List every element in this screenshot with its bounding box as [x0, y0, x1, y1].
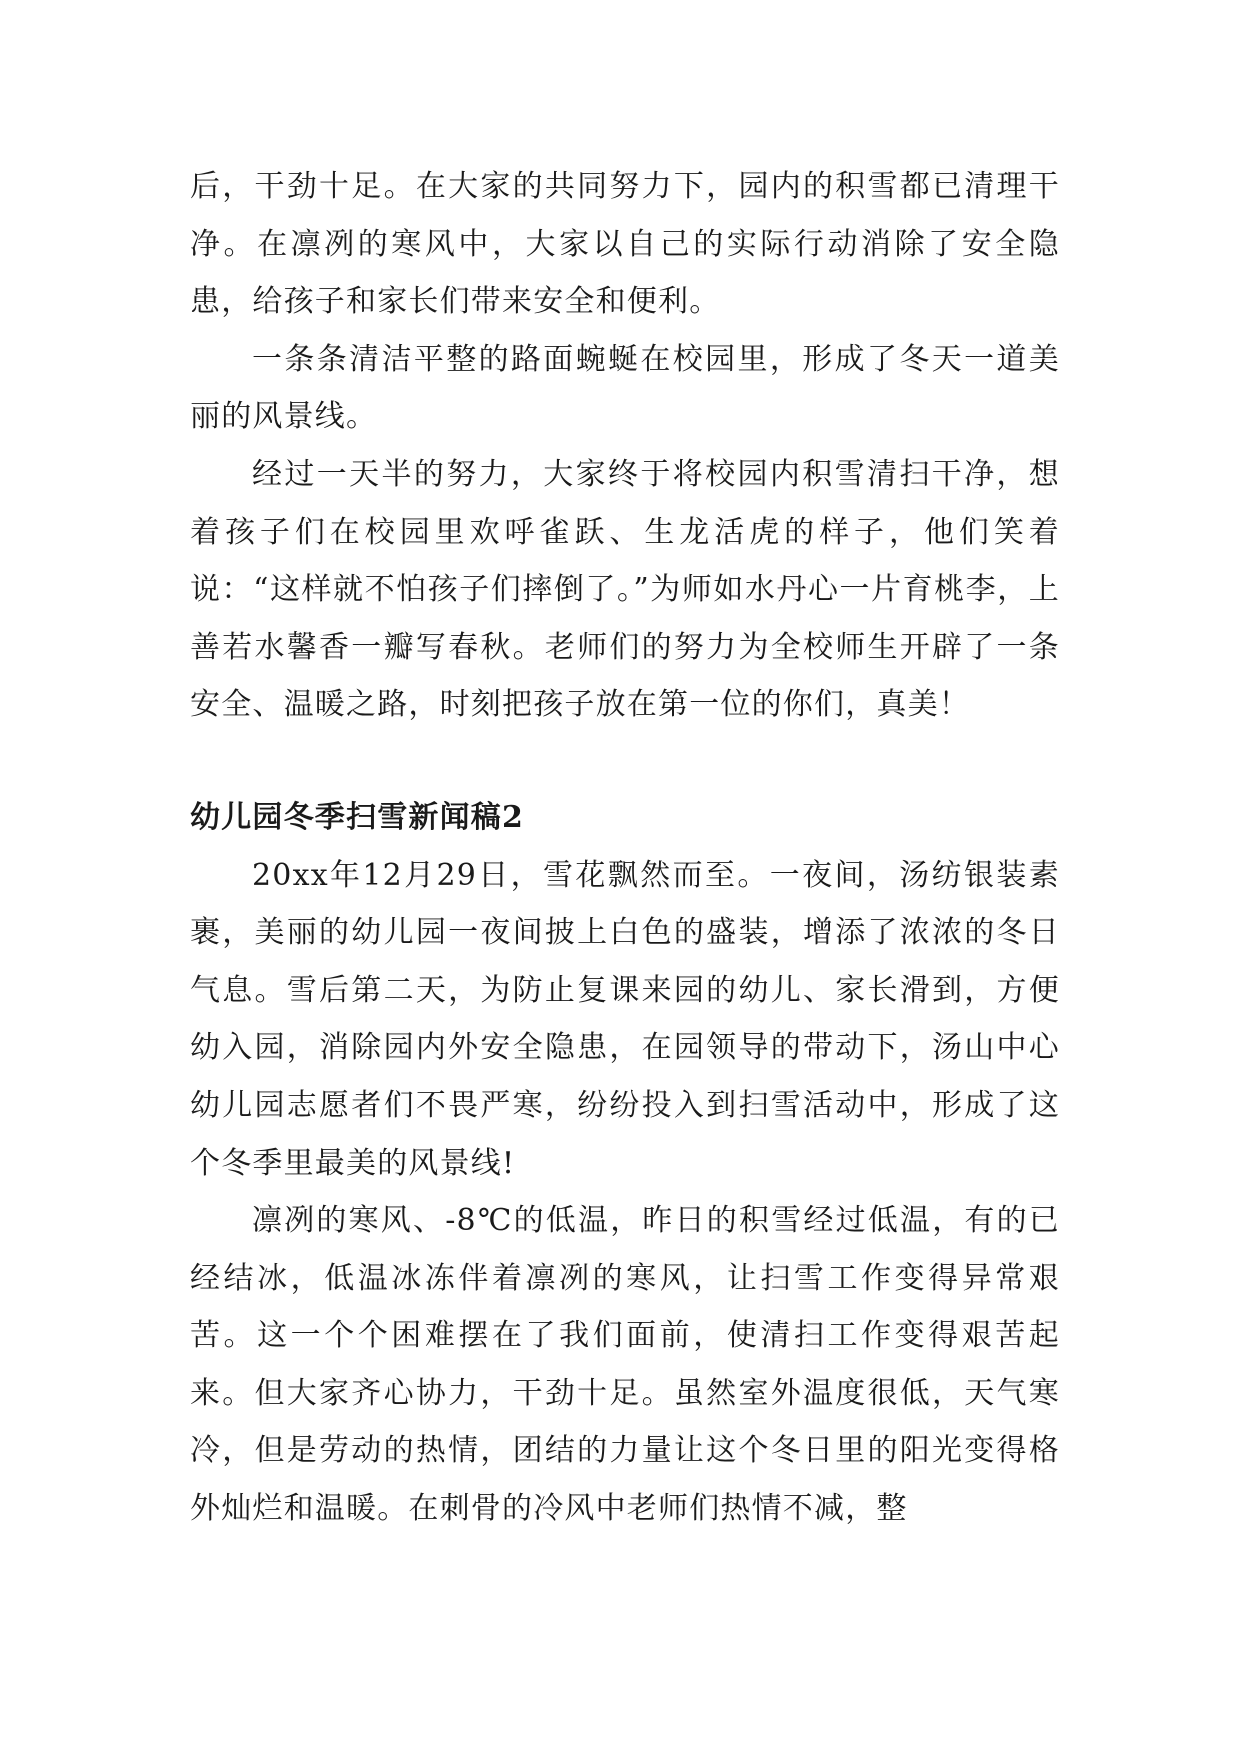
paragraph-cold-weather: 凛冽的寒风、-8℃的低温，昨日的积雪经过低温，有的已经结冰，低温冰冻伴着凛冽的寒风，让扫雪工作变得异常艰苦。这一个个困难摆在了我们面前，使清扫工作变得艰苦起来。但大家齐心协力，干劲十足。虽然室外温度很低，天气寒冷，但是劳动的热情，团结的力量让这个冬日里的阳光变得格外灿烂和温暖。在刺骨的冷风中老师们热情不减，整	[190, 1203, 1060, 1527]
paragraph-snowfall-date: 20xx年12月29日，雪花飘然而至。一夜间，汤纺银装素裹，美丽的幼儿园一夜间披上白色的盛装，增添了浓浓的冬日气息。雪后第二天，为防止复课来园的幼儿、家长滑到，方便幼入园，消除园内外安全隐患，在园领导的带动下，汤山中心幼儿园志愿者们不畏严寒，纷纷投入到扫雪活动中，形成了这个冬季里最美的风景线!	[190, 857, 1060, 1181]
paragraph-road-scenery: 一条条清洁平整的路面蜿蜒在校园里，形成了冬天一道美丽的风景线。	[190, 341, 1060, 435]
paragraph-continuation: 后，干劲十足。在大家的共同努力下，园内的积雪都已清理干净。在凛冽的寒风中，大家以自己的实际行动消除了安全隐患，给孩子和家长们带来安全和便利。	[190, 169, 1060, 320]
document-body	[190, 158, 1060, 1538]
section-title: 幼儿园冬季扫雪新闻稿2	[190, 799, 525, 835]
paragraph-effort-result: 经过一天半的努力，大家终于将校园内积雪清扫干净，想着孩子们在校园里欢呼雀跃、生龙活虎的样子，他们笑着说：“这样就不怕孩子们摔倒了。”为师如水丹心一片育桃李，上善若水馨香一瓣写春秋。老师们的努力为全校师生开辟了一条安全、温暖之路，时刻把孩子放在第一位的你们，真美！	[190, 456, 1060, 723]
